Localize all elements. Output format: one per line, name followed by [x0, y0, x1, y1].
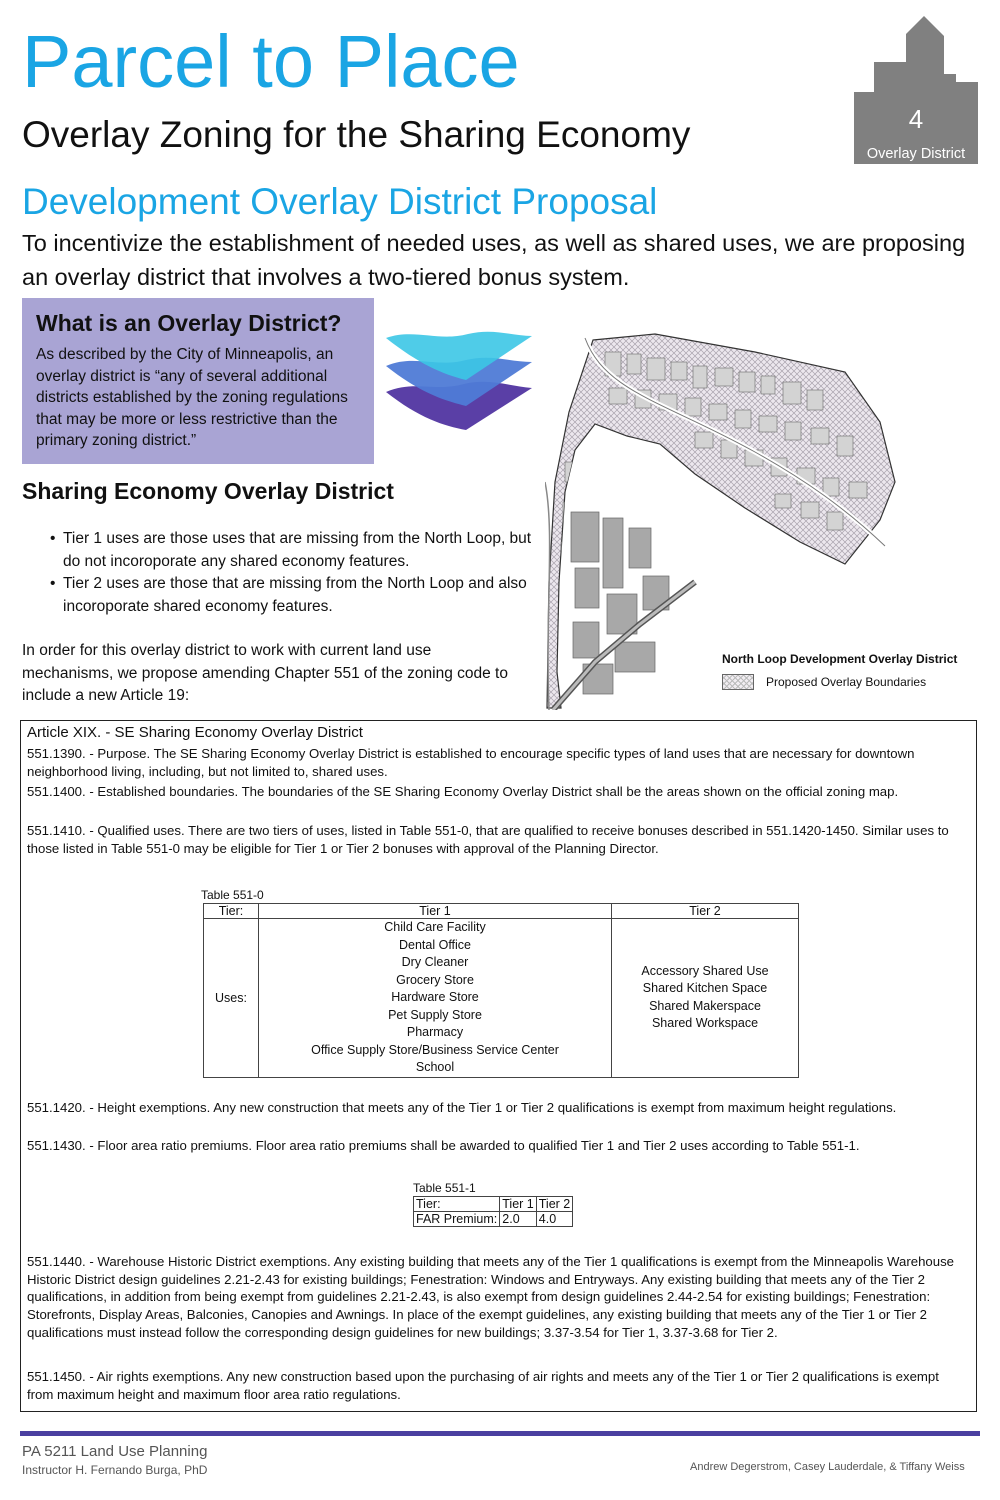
list-item: School: [415, 1060, 455, 1074]
table-header: Tier 2: [536, 1197, 573, 1212]
proposal-intro: To incentivize the establishment of needed uses, as well as shared uses, we are proposing an overlay district that involves a two-tiered bonus system.: [22, 230, 966, 290]
list-item: Child Care Facility: [384, 920, 486, 934]
list-item: Office Supply Store/Business Service Center: [311, 1042, 559, 1057]
list-item: • Tier 1 uses are those uses that are missing from the North Loop, but do not incoroporate any shared economy features.: [50, 528, 540, 573]
section-number: 551.1400. - Established boundaries.: [27, 784, 239, 799]
section-text: The SE Sharing Economy Overlay District is established to encourage specific types of land uses that are necessary for downtown neighborhood living, including, but not limited to, shared uses.: [27, 746, 915, 779]
section-text: Any new construction based upon the purchasing of air rights and meets any of the Tier 1 or Tier 2 qualifications is exempt from maximum height and maximum floor area ratio regulations.: [27, 1369, 939, 1402]
section-1440: [27, 1253, 967, 1342]
table-cell: 2.0: [500, 1212, 537, 1227]
table-551-0: [203, 903, 799, 1078]
table-header: Tier:: [204, 904, 259, 919]
section-number: 551.1390. - Purpose.: [27, 746, 151, 761]
section-1390: [27, 745, 967, 780]
list-item: Grocery Store: [396, 972, 474, 987]
section-text: Floor area ratio premiums shall be awarded to qualified Tier 1 and Tier 2 uses according to Table 551-1.: [252, 1138, 860, 1153]
badge-label: Overlay District: [866, 146, 966, 162]
section-1420: [27, 1099, 967, 1117]
list-item: Accessory Shared Use: [641, 963, 769, 978]
sharing-heading: Sharing Economy Overlay District: [22, 478, 394, 504]
overlay-district-badge: [852, 14, 978, 164]
section-number: 551.1450. - Air rights exemptions.: [27, 1369, 224, 1384]
article-box: [20, 720, 977, 1412]
proposal-heading: Development Overlay District Proposal: [22, 181, 658, 222]
list-item: Pharmacy: [406, 1025, 464, 1039]
table-551-0-caption: Table 551-0: [201, 888, 264, 902]
table-551-1: [413, 1196, 573, 1227]
table-cell: FAR Premium:: [414, 1212, 500, 1227]
section-text: There are two tiers of uses, listed in Table 551-0, that are qualified to receive bonuses described in 551.1420-1450. Similar uses to those listed in Table 551-0 may be eligible for Tier 1 or Tier 2 bonuses with approval of the Planning Director.: [27, 823, 949, 856]
legend-label: Proposed Overlay Boundaries: [766, 675, 927, 689]
legend-title: North Loop Development Overlay District: [722, 652, 958, 666]
section-text: Any new construction that meets any of the Tier 1 or Tier 2 qualifications is exempt from maximum height regulations.: [210, 1100, 897, 1115]
section-number: 551.1410. - Qualified uses.: [27, 823, 185, 838]
legend-row: [722, 674, 992, 690]
course-name: PA 5211 Land Use Planning: [22, 1443, 208, 1460]
badge-number: 4: [908, 104, 924, 134]
overlay-definition-heading: What is an Overlay District?: [36, 310, 342, 336]
tier1-uses-cell: [259, 919, 612, 1078]
section-text: The boundaries of the SE Sharing Economy Overlay District shall be the areas shown on the official zoning map.: [238, 784, 899, 799]
list-item: Dry Cleaner: [401, 955, 469, 969]
section-number: 551.1440. - Warehouse Historic District exemptions.: [27, 1254, 331, 1269]
table-row-label: Uses:: [204, 919, 259, 1078]
list-item: Shared Workspace: [651, 1016, 759, 1031]
authors: Andrew Degerstrom, Casey Lauderdale, & Tiffany Weiss: [690, 1461, 965, 1473]
instructor-name: Instructor H. Fernando Burga, PhD: [22, 1463, 208, 1477]
poster-title: Parcel to Place: [22, 20, 520, 103]
section-text: Any existing building that meets any of the Tier 1 qualifications is exempt from the Minneapolis Warehouse Historic District design guidelines 2.21-2.43 for existing buildings; Fenestration: Windows and Entryways. Any existing building that meets any of the Tier 2 qualifications, in addition from being exempt from guidelines 2.21-2.43, is also exempt from design guidelines 2.44-2.54 for existing buildings; Fenestration: Storefronts, Display Areas, Balconies, Canopies and Awnings. In place of the exempt guidelines, any existing building that meets any of the Tier 1 or Tier 2 qualifications must instead follow the corresponding design guidelines for new buildings; 3.37-3.54 for Tier 1, 3.37-3.68 for Tier 2.: [27, 1254, 955, 1340]
section-1430: [27, 1137, 967, 1155]
list-item: Pet Supply Store: [388, 1007, 482, 1022]
stacked-layers-icon: [384, 330, 534, 435]
table-551-1-caption: Table 551-1: [413, 1181, 476, 1195]
poster-subtitle: Overlay Zoning for the Sharing Economy: [22, 114, 691, 155]
footer-divider: [20, 1431, 980, 1436]
list-item: • Tier 2 uses are those that are missing from the North Loop and also incoroporate shared economy features.: [50, 573, 540, 618]
article-title: Article XIX. - SE Sharing Economy Overlay District: [27, 724, 363, 741]
skyline-icon: [852, 14, 978, 164]
overlay-definition-box: [22, 298, 374, 464]
section-1450: [27, 1368, 967, 1403]
table-header: Tier 1: [500, 1197, 537, 1212]
layers-illustration: [384, 330, 534, 435]
amendment-text: In order for this overlay district to work with current land use mechanisms, we propose amending Chapter 551 of the zoning code to include a new Article 19:: [22, 642, 508, 704]
table-header: Tier 1: [259, 904, 612, 919]
table-header: Tier 2: [612, 904, 799, 919]
legend-swatch: [722, 674, 754, 690]
tier2-uses-cell: [612, 919, 799, 1078]
section-number: 551.1420. - Height exemptions.: [27, 1100, 211, 1115]
section-1410: [27, 822, 967, 857]
map-legend: [722, 652, 992, 690]
list-item: Dental Office: [398, 937, 472, 952]
table-header: Tier:: [414, 1197, 500, 1212]
list-item: Shared Makerspace: [649, 998, 761, 1013]
list-item: Shared Kitchen Space: [642, 981, 768, 996]
section-number: 551.1430. - Floor area ratio premiums.: [27, 1138, 253, 1153]
tier-bullet-list: [50, 528, 540, 618]
section-1400: [27, 783, 967, 801]
overlay-definition-text: As described by the City of Minneapolis, an overlay district is “any of several additional districts established by the zoning regulations that may be more or less restrictive than the primary zoning district.”: [36, 346, 348, 449]
list-item: Hardware Store: [391, 990, 479, 1004]
table-cell: 4.0: [536, 1212, 573, 1227]
